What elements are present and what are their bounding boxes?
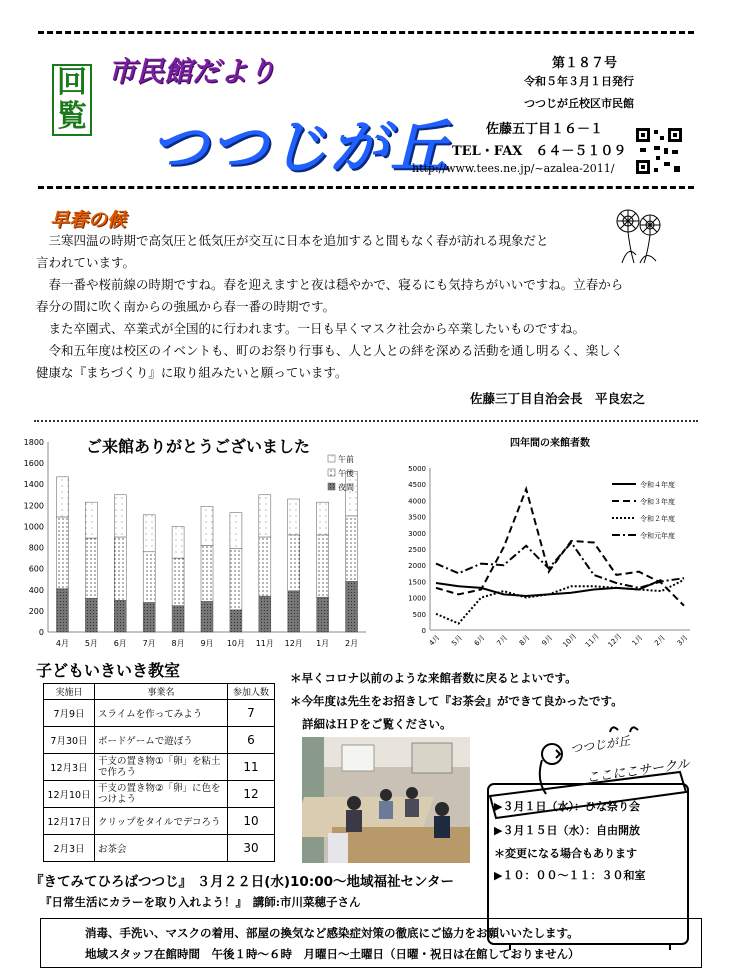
x-tick-label: 1月 — [316, 639, 330, 648]
series-line — [436, 543, 684, 588]
x-tick-label: 2月 — [344, 639, 359, 648]
y-tick-label: 5000 — [408, 465, 426, 473]
bar-segment — [201, 545, 213, 601]
bar-segment — [230, 513, 242, 549]
issue-number: 第１８７号 — [552, 56, 618, 71]
bar-segment — [172, 606, 184, 632]
y-tick-label: 1500 — [408, 578, 426, 587]
y-tick-label: 1800 — [23, 438, 44, 447]
row-date: 7月30日 — [44, 727, 95, 754]
table-row — [44, 754, 275, 781]
y-tick-label: 800 — [28, 543, 44, 553]
x-tick-label: 11月 — [583, 632, 601, 650]
x-tick-label: 9月 — [540, 633, 555, 648]
y-tick-label: 3500 — [408, 513, 426, 522]
row-date: 12月10日 — [44, 781, 95, 808]
col-name: 事業名 — [95, 684, 228, 700]
x-tick-label: 9月 — [200, 639, 214, 648]
y-tick-label: 1200 — [23, 501, 44, 511]
row-date: 2月3日 — [44, 835, 95, 862]
kairan-char-2: 覧 — [57, 99, 87, 134]
bar-segment — [317, 535, 329, 597]
tea-party-photo — [302, 737, 470, 863]
kids-heading: 子どもいきいき教室 — [36, 661, 181, 680]
greeting-signature: 佐藤三丁目自治会長 平良宏之 — [470, 391, 646, 406]
x-tick-label: 7月 — [495, 633, 510, 648]
x-tick-label: 4月 — [427, 633, 442, 648]
bar-chart — [18, 430, 380, 652]
y-tick-label: 2500 — [408, 546, 426, 554]
newsletter-subtitle: 市民館だより — [108, 55, 277, 88]
table-row — [44, 808, 275, 835]
y-tick-label: 0 — [38, 628, 44, 637]
sign-title-1: つつじが丘 — [569, 733, 631, 757]
circle-item: ▶３月１日（水）：ひな祭り会 — [494, 800, 640, 813]
legend-label: 午後 — [338, 469, 354, 478]
x-tick-label: 12月 — [284, 639, 303, 648]
sign-title-2: ここにこサークル — [585, 756, 691, 787]
section-divider — [34, 420, 698, 422]
legend-label: 令和元年度 — [640, 532, 675, 540]
tel-fax: TEL・FAX ６４－５１０９ — [452, 144, 627, 159]
website-link[interactable]: http://www.tees.ne.jp/~azalea-2011/ — [412, 162, 615, 175]
bar-segment — [85, 502, 97, 538]
kids-table — [43, 683, 275, 862]
greeting-heading: 早春の候 — [50, 209, 127, 231]
x-tick-label: 7月 — [142, 639, 156, 648]
row-count: 7 — [228, 700, 275, 727]
greeting-line: 令和五年度は校区のイベントも、町のお祭り行事も、人と人との絆を深める活動を通し明るく、楽しく — [36, 343, 624, 358]
y-tick-label: 1000 — [23, 522, 44, 532]
row-name: クリップをタイルでデコろう — [95, 808, 228, 835]
x-tick-label: 8月 — [517, 633, 532, 648]
footer-line-1: 消毒、手洗い、マスクの着用、部屋の換気など感染症対策の徹底にご協力をお願いいたします。 — [85, 926, 579, 940]
greeting-line: 春分の間に吹く南からの強風から春一番の時期です。 — [36, 299, 336, 314]
y-tick-label: 400 — [28, 585, 44, 595]
event-title: 『きてみてひろばつつじ』 ３月２２日(水)10:00～地域福祉センター — [30, 874, 454, 890]
bar-segment — [56, 477, 68, 517]
x-tick-label: 11月 — [255, 639, 274, 648]
footer-line-2: 地域スタッフ在館時間 午後１時～６時 月曜日～土曜日（日曜・祝日は在館しておりません） — [85, 947, 580, 961]
header-divider — [38, 186, 694, 189]
issue-date: 令和５年３月１日発行 — [524, 75, 634, 88]
x-tick-label: 10月 — [561, 632, 579, 650]
legend-label: 夜間 — [338, 483, 354, 492]
bar-segment — [346, 472, 358, 516]
bar-segment — [288, 535, 300, 591]
row-count: 12 — [228, 781, 275, 808]
y-tick-label: 0 — [421, 627, 426, 635]
x-tick-label: 5月 — [450, 633, 465, 648]
circle-item: ▶１０：００～１１：３０和室 — [494, 869, 646, 882]
y-tick-label: 500 — [412, 610, 426, 619]
bar-segment — [85, 538, 97, 598]
bar-segment — [317, 597, 329, 632]
bar-segment — [230, 610, 242, 632]
bar-segment — [172, 558, 184, 606]
bar-segment — [114, 537, 126, 600]
bar-segment — [143, 515, 155, 552]
x-tick-label: 5月 — [84, 639, 98, 648]
bar-segment — [259, 495, 271, 537]
y-tick-label: 1400 — [23, 480, 44, 490]
bar-segment — [259, 537, 271, 596]
bar-segment — [143, 602, 155, 632]
greeting-body — [36, 230, 676, 384]
bar-segment — [85, 598, 97, 632]
x-tick-label: 12月 — [606, 632, 624, 650]
bar-segment — [114, 600, 126, 632]
greeting-line: 健康な『まちづくり』に取り組みたいと願っています。 — [36, 365, 348, 380]
row-name: ボードゲームで遊ぼう — [95, 727, 228, 754]
table-row — [44, 727, 275, 754]
note-line: 詳細はＨＰをご覧ください。 — [302, 717, 452, 731]
bar-chart-title: ご来館ありがとうございました — [86, 437, 311, 456]
row-name: 干支の置き物①「卵」を粘土で作ろう — [95, 754, 228, 781]
greeting-line: 言われています。 — [36, 255, 136, 270]
bar-segment — [346, 516, 358, 581]
x-tick-label: 10月 — [226, 639, 246, 648]
top-divider — [38, 31, 694, 34]
row-count: 6 — [228, 727, 275, 754]
y-tick-label: 1600 — [23, 459, 44, 469]
note-line: ＊早くコロナ以前のような来館者数に戻るとよいです。 — [290, 671, 577, 685]
x-tick-label: 8月 — [171, 639, 185, 648]
legend-label: 午前 — [338, 455, 354, 464]
legend-swatch — [328, 455, 335, 462]
y-tick-label: 4500 — [408, 481, 426, 490]
x-tick-label: 4月 — [55, 639, 70, 648]
bar-segment — [317, 502, 329, 535]
bar-segment — [172, 526, 184, 558]
col-count: 参加人数 — [228, 684, 275, 700]
x-tick-label: 3月 — [675, 633, 690, 648]
kairan-char-1: 回 — [57, 65, 87, 100]
legend-swatch — [328, 483, 335, 490]
y-tick-label: 600 — [28, 564, 44, 574]
event-subtitle: 『日常生活にカラーを取り入れよう！』 講師:市川菜穂子さん — [40, 895, 361, 909]
row-count: 30 — [228, 835, 275, 862]
circle-item: ▶３月１５日（水）：自由開放 — [494, 824, 640, 837]
y-tick-label: 2000 — [408, 562, 426, 571]
bar-segment — [56, 517, 68, 589]
row-name: お茶会 — [95, 835, 228, 862]
line-chart-title: 四年間の来館者数 — [510, 438, 590, 449]
y-tick-label: 3000 — [408, 529, 426, 538]
newsletter-title: つつじが丘 — [150, 113, 451, 181]
address: 佐藤五丁目１６－１ — [486, 122, 604, 137]
publisher: つつじが丘校区市民館 — [524, 97, 634, 110]
table-row — [44, 835, 275, 862]
bar-segment — [288, 591, 300, 632]
x-tick-label: 6月 — [472, 633, 487, 648]
row-name: スライムを作ってみよう — [95, 700, 228, 727]
legend-label: 令和３年度 — [640, 498, 675, 506]
bar-segment — [259, 596, 271, 632]
y-tick-label: 1000 — [408, 594, 426, 603]
bar-segment — [114, 495, 126, 537]
row-date: 7月9日 — [44, 700, 95, 727]
row-date: 12月3日 — [44, 754, 95, 781]
bar-segment — [56, 589, 68, 632]
note-line: ＊今年度は先生をお招きして『お茶会』ができて良かったです。 — [290, 694, 623, 708]
greeting-line: 三寒四温の時期で高気圧と低気圧が交互に日本を追加すると間もなく春が訪れる現象だと — [36, 233, 549, 248]
circle-item: ＊変更になる場合もあります — [494, 847, 637, 860]
row-count: 11 — [228, 754, 275, 781]
row-count: 10 — [228, 808, 275, 835]
qr-code-icon — [634, 126, 684, 176]
legend-label: 令和４年度 — [640, 481, 675, 489]
legend-label: 令和２年度 — [640, 515, 675, 523]
line-chart — [390, 430, 710, 652]
greeting-line: 春一番や桜前線の時期ですね。春を迎えますと夜は穏やかで、寝るにも気持ちがいいですね。立春から — [36, 277, 624, 292]
y-tick-label: 4000 — [408, 497, 426, 506]
bar-segment — [288, 499, 300, 535]
table-row — [44, 700, 275, 727]
y-tick-label: 200 — [28, 606, 44, 616]
table-row — [44, 781, 275, 808]
bar-segment — [346, 581, 358, 632]
bar-segment — [201, 506, 213, 545]
bar-segment — [143, 552, 155, 603]
x-tick-label: 2月 — [653, 633, 667, 648]
x-tick-label: 1月 — [630, 633, 645, 648]
row-date: 12月17日 — [44, 808, 95, 835]
greeting-line: また卒園式、卒業式が全国的に行われます。一日も早くマスク社会から卒業したいものですね。 — [36, 321, 586, 336]
kairan-box — [52, 64, 92, 136]
bar-segment — [230, 549, 242, 610]
row-name: 干支の置き物②「卵」に色をつけよう — [95, 781, 228, 808]
legend-swatch — [328, 469, 335, 476]
footer-box — [40, 918, 702, 968]
col-date: 実施日 — [44, 684, 95, 700]
x-tick-label: 6月 — [113, 639, 127, 648]
bar-segment — [201, 601, 213, 632]
